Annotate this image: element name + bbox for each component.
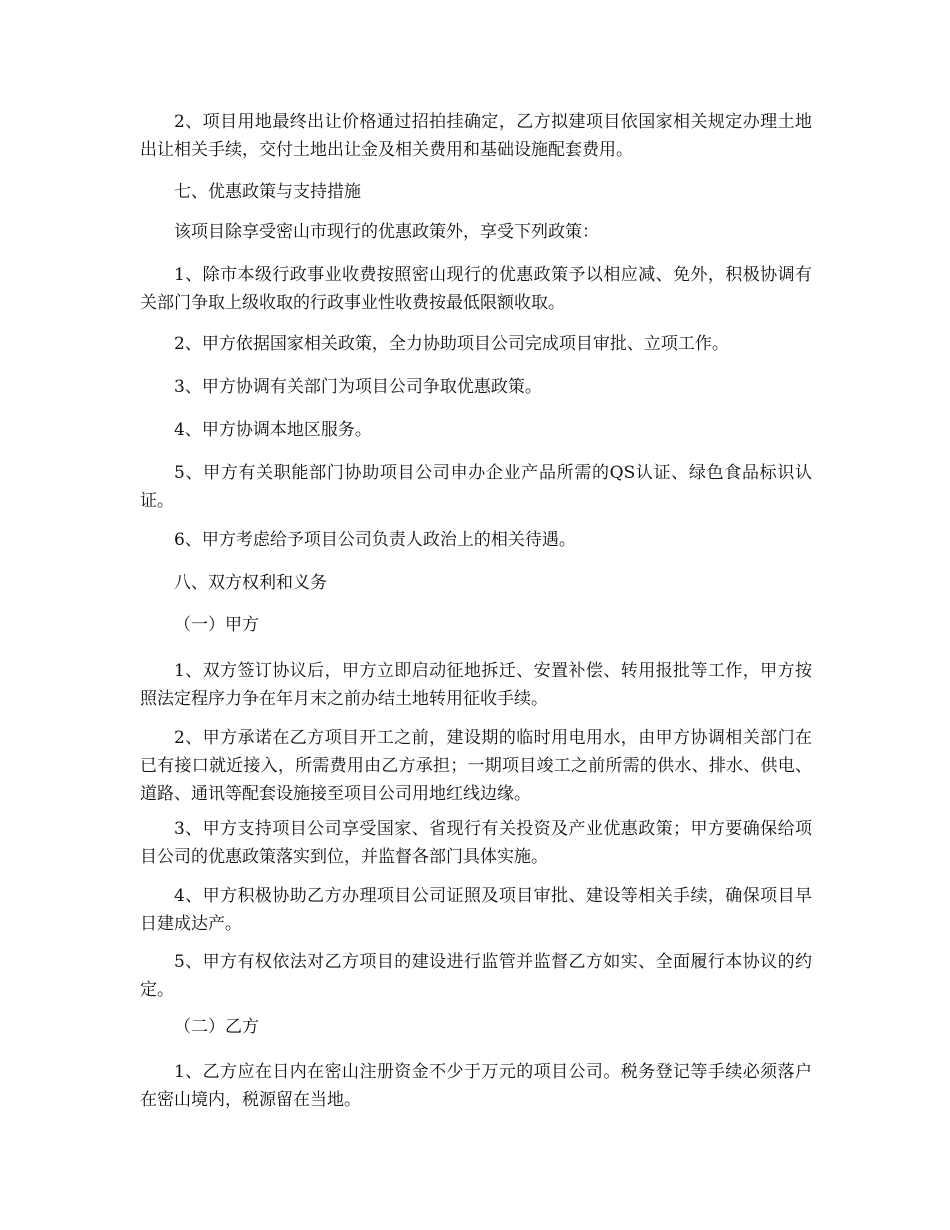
- paragraph-policy-4: 4、甲方协调本地区服务。: [174, 420, 372, 440]
- paragraph-party-a-3: 3、甲方支持项目公司享受国家、省现行有关投资及产业优惠政策；甲方要确保给项目公司的优惠政策落实到位，并监督各部门具体实施。: [140, 819, 812, 867]
- paragraph-land-price: 2、项目用地最终出让价格通过招拍挂确定，乙方拟建项目依国家相关规定办理土地出让相关手续，交付土地出让金及相关费用和基础设施配套费用。: [140, 112, 812, 160]
- paragraph-policy-1: 1、除市本级行政事业收费按照密山现行的优惠政策予以相应减、免外，积极协调有关部门争取上级收取的行政事业性收费按最低限额收取。: [140, 265, 812, 313]
- paragraph-party-a-5: 5、甲方有权依法对乙方项目的建设进行监管并监督乙方如实、全面履行本协议的约定。: [140, 952, 812, 1000]
- paragraph-party-a-4: 4、甲方积极协助乙方办理项目公司证照及项目审批、建设等相关手续，确保项目早日建成达产。: [140, 886, 812, 934]
- subsection-heading-party-a: （一）甲方: [174, 615, 259, 635]
- section-heading-rights-obligations: 八、双方权利和义务: [174, 573, 327, 593]
- subsection-heading-party-b: （二）乙方: [174, 1017, 259, 1037]
- paragraph-policy-6: 6、甲方考虑给予项目公司负责人政治上的相关待遇。: [174, 530, 576, 550]
- paragraph-party-a-1: 1、双方签订协议后，甲方立即启动征地拆迁、安置补偿、转用报批等工作，甲方按照法定程序力争在年月末之前办结土地转用征收手续。: [140, 661, 812, 709]
- paragraph-party-b-1: 1、乙方应在日内在密山注册资金不少于万元的项目公司。税务登记等手续必须落户在密山境内，税源留在当地。: [140, 1062, 812, 1110]
- paragraph-policy-intro: 该项目除享受密山市现行的优惠政策外，享受下列政策：: [174, 222, 599, 242]
- paragraph-policy-3: 3、甲方协调有关部门为项目公司争取优惠政策。: [174, 377, 542, 397]
- paragraph-policy-2: 2、甲方依据国家相关政策，全力协助项目公司完成项目审批、立项工作。: [174, 334, 729, 354]
- paragraph-party-a-2: 2、甲方承诺在乙方项目开工之前，建设期的临时用电用水，由甲方协调相关部门在已有接口就近接入，所需费用由乙方承担；一期项目竣工之前所需的供水、排水、供电、道路、通讯等配套设施接至项目公司用地红线边缘。: [140, 728, 812, 804]
- section-heading-preferential-policies: 七、优惠政策与支持措施: [174, 182, 361, 202]
- paragraph-policy-5: 5、甲方有关职能部门协助项目公司申办企业产品所需的QS认证、绿色食品标识认证。: [140, 463, 812, 511]
